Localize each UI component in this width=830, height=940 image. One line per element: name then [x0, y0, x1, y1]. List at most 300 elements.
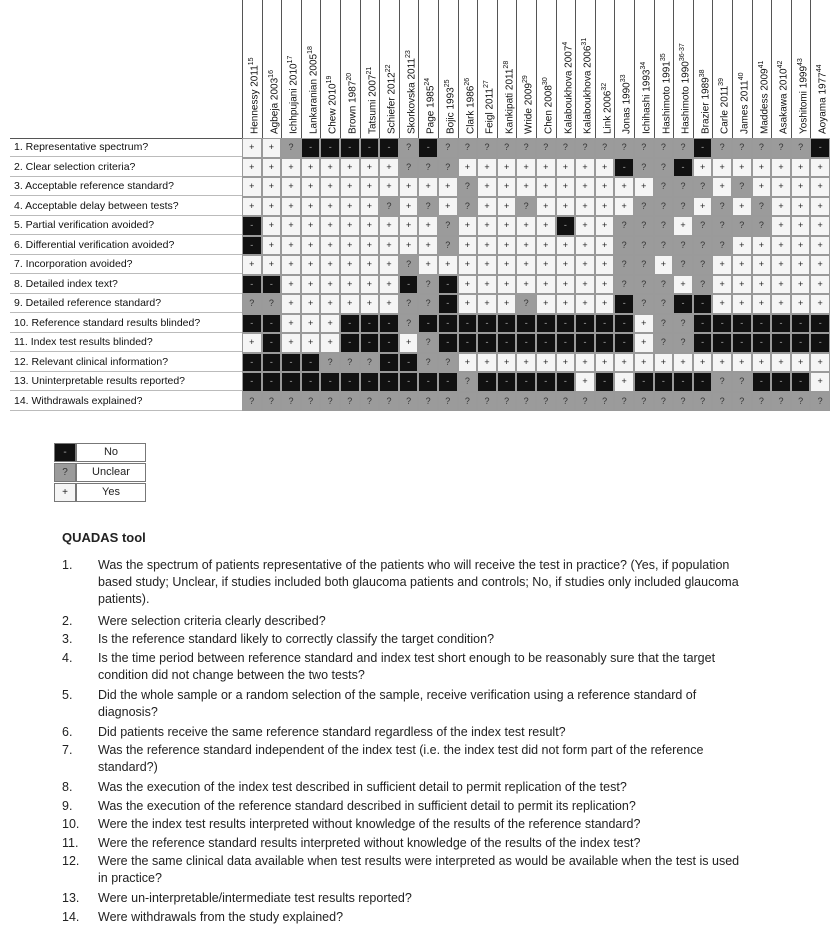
study-label: Yoshitomi 1999 [798, 65, 810, 134]
rating-cell: - [595, 333, 615, 353]
rating-cell: ? [791, 138, 811, 158]
rating-cell: + [771, 216, 791, 236]
rating-cell: - [438, 294, 458, 314]
rating-cell: - [477, 372, 497, 392]
rating-cell: - [712, 314, 732, 334]
rating-cell: - [556, 333, 576, 353]
rating-cell: - [536, 372, 556, 392]
rating-cell: ? [693, 216, 713, 236]
rating-cell: ? [340, 353, 360, 373]
study-label: Hennessy 2011 [249, 65, 261, 134]
rating-cell: + [301, 314, 321, 334]
rating-cell: ? [340, 392, 360, 412]
rating-cell: + [575, 275, 595, 295]
criterion-label: 4. Acceptable delay between tests? [10, 197, 242, 216]
question-number: 8. [62, 780, 73, 794]
rating-cell: + [320, 294, 340, 314]
rating-cell: ? [595, 392, 615, 412]
question-number: 3. [62, 632, 73, 646]
study-reference: 41 [757, 60, 765, 69]
rating-cell: ? [438, 353, 458, 373]
rating-cell: + [438, 197, 458, 217]
study-reference: 44 [816, 64, 824, 73]
study-label: Ichihashi 1993 [641, 69, 653, 134]
rating-cell: + [752, 158, 772, 178]
rating-cell: + [497, 158, 517, 178]
rating-cell: ? [399, 314, 419, 334]
rating-cell: ? [634, 197, 654, 217]
quadas-question [62, 779, 752, 797]
rating-cell: + [771, 236, 791, 256]
rating-cell: + [595, 216, 615, 236]
study-header [614, 0, 634, 138]
study-label: Link 2006 [602, 90, 614, 134]
rating-cell: + [458, 255, 478, 275]
question-text: Was the spectrum of patients representative of the patients who will receive the test in practice? (Yes, if population based study; Unclear, if studies included both glaucoma patients and controls; No, if studies only included glaucoma patients). [98, 558, 739, 606]
rating-cell: - [340, 314, 360, 334]
legend-label: No [76, 443, 146, 462]
rating-cell: + [360, 216, 380, 236]
rating-cell: + [320, 158, 340, 178]
study-reference: 16 [267, 70, 275, 78]
rating-cell: + [810, 236, 830, 256]
rating-cell: + [281, 158, 301, 178]
rating-cell: + [771, 177, 791, 197]
rating-cell: ? [438, 236, 458, 256]
rating-cell: ? [752, 392, 772, 412]
rating-cell: + [595, 197, 615, 217]
rating-cell: + [301, 158, 321, 178]
quadas-question [62, 853, 752, 889]
rating-cell: - [693, 333, 713, 353]
rating-cell: ? [418, 197, 438, 217]
rating-cell: + [360, 177, 380, 197]
rating-cell: + [595, 255, 615, 275]
study-label: Page 1985 [425, 85, 437, 134]
rating-cell: - [262, 353, 282, 373]
study-header [732, 0, 752, 138]
rating-cell: - [712, 333, 732, 353]
rating-cell: - [654, 372, 674, 392]
rating-cell: - [810, 333, 830, 353]
rating-cell: + [575, 255, 595, 275]
study-reference: 30 [542, 77, 549, 86]
rating-cell: + [810, 372, 830, 392]
criterion-label: 8. Detailed index text? [10, 275, 242, 294]
rating-cell: + [497, 294, 517, 314]
rating-cell: - [673, 294, 693, 314]
rating-cell: - [556, 314, 576, 334]
rating-cell: + [320, 314, 340, 334]
rating-cell: + [536, 353, 556, 373]
rating-cell: - [556, 216, 576, 236]
rating-cell: ? [399, 294, 419, 314]
rating-cell: - [516, 333, 536, 353]
rating-cell: - [320, 138, 340, 158]
rating-cell: ? [634, 294, 654, 314]
rating-cell: + [575, 216, 595, 236]
study-header [693, 0, 713, 138]
rating-cell: + [438, 177, 458, 197]
criterion-label: 14. Withdrawals explained? [10, 392, 242, 411]
rating-cell: + [712, 353, 732, 373]
question-number: 1. [62, 558, 73, 572]
rating-cell: + [712, 255, 732, 275]
rating-cell: + [516, 177, 536, 197]
rating-cell: ? [654, 236, 674, 256]
rating-cell: - [575, 333, 595, 353]
rating-cell: ? [634, 236, 654, 256]
rating-cell: + [752, 353, 772, 373]
rating-cell: + [262, 236, 282, 256]
rating-cell: ? [673, 177, 693, 197]
study-header [595, 0, 615, 138]
rating-cell: + [536, 177, 556, 197]
rating-cell: + [497, 275, 517, 295]
study-header [458, 0, 478, 138]
question-text: Were the same clinical data available when test results were interpreted as would be available when the test is used in practice? [98, 854, 740, 885]
rating-cell: + [575, 236, 595, 256]
criterion-label: 5. Partial verification avoided? [10, 216, 242, 235]
rating-cell: ? [477, 392, 497, 412]
rating-cell: + [595, 294, 615, 314]
rating-cell: + [399, 216, 419, 236]
rating-cell: + [516, 255, 536, 275]
rating-cell: ? [712, 372, 732, 392]
rating-cell: ? [771, 392, 791, 412]
question-text: Was the reference standard independent of the index test (i.e. the index test did not form part of the reference standard?) [98, 743, 704, 774]
rating-cell: + [281, 236, 301, 256]
rating-cell: + [595, 158, 615, 178]
rating-cell: - [360, 314, 380, 334]
study-header [340, 0, 360, 138]
rating-cell: + [497, 216, 517, 236]
rating-cell: ? [752, 216, 772, 236]
rating-cell: + [791, 236, 811, 256]
rating-cell: ? [693, 236, 713, 256]
rating-cell: + [340, 197, 360, 217]
rating-cell: + [752, 236, 772, 256]
rating-cell: - [595, 314, 615, 334]
study-reference: 32 [600, 82, 608, 91]
study-header [438, 0, 458, 138]
rating-cell: ? [418, 294, 438, 314]
rating-cell: + [614, 197, 634, 217]
rating-cell: ? [320, 392, 340, 412]
rating-cell: + [752, 177, 772, 197]
rating-cell: + [340, 177, 360, 197]
rating-cell: + [791, 275, 811, 295]
rating-cell: ? [693, 255, 713, 275]
rating-cell: ? [712, 216, 732, 236]
rating-cell: + [712, 294, 732, 314]
rating-cell: + [458, 158, 478, 178]
rating-cell: - [536, 314, 556, 334]
rating-cell: ? [654, 314, 674, 334]
study-label: Hashimoto 1990 [680, 61, 692, 134]
rating-cell: + [516, 216, 536, 236]
quadas-question [62, 835, 752, 853]
study-label: Tatsumi 2007 [366, 74, 378, 134]
rating-cell: + [791, 216, 811, 236]
rating-cell: + [301, 216, 321, 236]
rating-cell: + [262, 255, 282, 275]
rating-cell: ? [673, 392, 693, 412]
rating-cell: - [262, 333, 282, 353]
rating-cell: + [379, 158, 399, 178]
quadas-title: QUADAS tool [62, 530, 146, 545]
study-label: Maddess 2009 [758, 68, 770, 134]
rating-cell: - [693, 138, 713, 158]
legend-swatch: + [54, 483, 76, 502]
rating-cell: - [732, 333, 752, 353]
criterion-label: 13. Uninterpretable results reported? [10, 372, 242, 391]
rating-cell: + [458, 275, 478, 295]
rating-cell: ? [693, 392, 713, 412]
question-text: Were un-interpretable/intermediate test results reported? [98, 891, 412, 905]
study-header [536, 0, 556, 138]
rating-cell: ? [771, 138, 791, 158]
rating-cell: + [771, 294, 791, 314]
rating-cell: ? [438, 158, 458, 178]
rating-cell: - [281, 372, 301, 392]
rating-cell: + [732, 275, 752, 295]
rating-cell: ? [752, 197, 772, 217]
rating-cell: - [418, 138, 438, 158]
study-label: Asakawa 2010 [778, 68, 790, 134]
rating-cell: - [379, 138, 399, 158]
rating-cell: ? [634, 216, 654, 236]
rating-cell: + [556, 353, 576, 373]
question-text: Is the time period between reference standard and index test short enough to be reasonably sure that the target condition did not change between the two tests? [98, 650, 716, 682]
rating-cell: ? [262, 392, 282, 412]
rating-cell: - [732, 314, 752, 334]
rating-cell: - [438, 333, 458, 353]
study-reference: 22 [385, 64, 393, 73]
study-header [262, 0, 282, 138]
study-label: Kankipati 2011 [504, 68, 516, 134]
study-header [810, 0, 830, 138]
criterion-label: 6. Differential verification avoided? [10, 236, 242, 255]
criterion-label: 11. Index test results blinded? [10, 333, 242, 352]
criterion-label: 12. Relevant clinical information? [10, 353, 242, 372]
question-text: Did patients receive the same reference standard regardless of the index test result? [98, 724, 566, 739]
study-reference: 24 [424, 77, 432, 86]
rating-cell: + [320, 236, 340, 256]
rating-cell: ? [732, 216, 752, 236]
study-header [418, 0, 438, 138]
rating-cell: + [712, 158, 732, 178]
question-number: 5. [62, 687, 73, 702]
rating-cell: + [497, 255, 517, 275]
rating-cell: - [399, 353, 419, 373]
rating-cell: + [320, 333, 340, 353]
legend-swatch: ? [54, 463, 76, 482]
rating-cell: + [320, 275, 340, 295]
rating-cell: - [771, 333, 791, 353]
rating-cell: + [810, 216, 830, 236]
rating-cell: + [399, 333, 419, 353]
study-reference: 28 [502, 60, 510, 69]
quadas-question [62, 724, 752, 742]
rating-cell: - [791, 314, 811, 334]
study-label: Clark 1986 [464, 85, 476, 134]
study-reference: 23 [404, 50, 412, 59]
rating-cell: - [477, 333, 497, 353]
rating-cell: - [242, 275, 262, 295]
rating-cell: + [281, 216, 301, 236]
rating-cell: + [418, 216, 438, 236]
question-text: Did the whole sample or a random selection of the sample, receive verification using a reference standard of diagnosis? [98, 687, 697, 719]
study-label: Lankaranian 2005 [308, 53, 320, 134]
rating-cell: + [418, 177, 438, 197]
rating-cell: + [536, 255, 556, 275]
rating-cell: + [301, 275, 321, 295]
rating-cell: ? [712, 236, 732, 256]
rating-cell: ? [654, 197, 674, 217]
rating-cell: + [340, 216, 360, 236]
rating-cell: ? [575, 392, 595, 412]
rating-cell: - [614, 294, 634, 314]
rating-cell: ? [360, 392, 380, 412]
criterion-label: 1. Representative spectrum? [10, 138, 242, 157]
rating-cell: - [301, 138, 321, 158]
rating-cell: + [242, 333, 262, 353]
rating-cell: + [301, 255, 321, 275]
rating-cell: + [281, 177, 301, 197]
rating-cell: ? [516, 392, 536, 412]
rating-cell: + [477, 353, 497, 373]
criterion-label: 2. Clear selection criteria? [10, 158, 242, 177]
rating-cell: ? [693, 177, 713, 197]
rating-cell: ? [614, 392, 634, 412]
question-text: Were the reference standard results interpreted without knowledge of the results of the index test? [98, 835, 641, 850]
study-reference: 34 [640, 61, 647, 70]
rating-cell: - [399, 275, 419, 295]
rating-cell: + [771, 158, 791, 178]
study-header [673, 0, 693, 138]
rating-cell: - [360, 333, 380, 353]
rating-cell: + [575, 294, 595, 314]
study-label: Kalaboukhova 2007 [562, 45, 574, 134]
rating-cell: + [752, 275, 772, 295]
question-number: 6. [62, 724, 73, 739]
rating-cell: + [516, 353, 536, 373]
study-reference: 21 [365, 66, 373, 75]
rating-cell: + [458, 353, 478, 373]
rating-cell: - [693, 372, 713, 392]
rating-cell: ? [399, 138, 419, 158]
question-number: 4. [62, 650, 73, 665]
rating-cell: + [732, 294, 752, 314]
rating-cell: + [399, 177, 419, 197]
rating-cell: + [536, 216, 556, 236]
quadas-question [62, 687, 752, 723]
rating-cell: + [556, 158, 576, 178]
rating-cell: - [281, 353, 301, 373]
rating-cell: + [810, 255, 830, 275]
criterion-label: 9. Detailed reference standard? [10, 294, 242, 313]
legend-label: Unclear [76, 463, 146, 482]
rating-cell: ? [634, 255, 654, 275]
rating-cell: ? [438, 216, 458, 236]
rating-cell: + [712, 275, 732, 295]
rating-cell: + [556, 177, 576, 197]
rating-cell: + [477, 158, 497, 178]
rating-cell: + [810, 275, 830, 295]
rating-cell: ? [379, 392, 399, 412]
question-number: 14. [62, 909, 80, 924]
rating-cell: + [340, 255, 360, 275]
rating-cell: - [516, 314, 536, 334]
rating-cell: + [595, 275, 615, 295]
quadas-question [62, 909, 752, 927]
rating-cell: - [458, 314, 478, 334]
rating-cell: + [536, 275, 556, 295]
study-reference: 19 [326, 75, 334, 84]
rating-cell: ? [516, 197, 536, 217]
study-header [575, 0, 595, 138]
rating-cell: ? [654, 294, 674, 314]
study-label: Jonas 1990 [621, 82, 633, 134]
question-text: Was the execution of the index test described in sufficient detail to permit replication of the test? [98, 780, 627, 794]
rating-cell: ? [732, 177, 752, 197]
rating-cell: + [556, 255, 576, 275]
quadas-question [62, 557, 752, 611]
rating-cell: + [771, 255, 791, 275]
rating-cell: + [418, 255, 438, 275]
study-label: James 2011 [739, 80, 751, 134]
rating-cell: + [595, 177, 615, 197]
rating-cell: - [438, 314, 458, 334]
rating-cell: + [752, 255, 772, 275]
rating-cell: - [262, 275, 282, 295]
rating-cell: + [360, 236, 380, 256]
rating-cell: + [575, 353, 595, 373]
rating-cell: + [379, 294, 399, 314]
question-text: Is the reference standard likely to correctly classify the target condition? [98, 632, 495, 646]
rating-cell: ? [242, 294, 262, 314]
rating-cell: + [281, 333, 301, 353]
rating-cell: + [771, 275, 791, 295]
study-reference: 33 [620, 74, 628, 83]
rating-cell: ? [497, 138, 517, 158]
rating-cell: + [810, 294, 830, 314]
rating-cell: ? [693, 275, 713, 295]
rating-cell: - [614, 333, 634, 353]
rating-cell: + [477, 275, 497, 295]
rating-cell: ? [634, 138, 654, 158]
study-header [634, 0, 654, 138]
rating-cell: - [340, 372, 360, 392]
question-text: Were selection criteria clearly described? [98, 613, 326, 628]
rating-cell: ? [418, 275, 438, 295]
rating-cell: + [654, 353, 674, 373]
study-reference: 35 [659, 53, 667, 62]
study-header [399, 0, 419, 138]
rating-cell: ? [458, 177, 478, 197]
rating-cell: ? [673, 314, 693, 334]
study-reference: 27 [483, 80, 491, 89]
legend-label: Yes [76, 483, 146, 502]
rating-cell: ? [301, 392, 321, 412]
rating-cell: + [771, 197, 791, 217]
rating-cell: + [379, 216, 399, 236]
study-reference: 39 [718, 78, 726, 86]
rating-cell: + [320, 255, 340, 275]
rating-cell: ? [712, 197, 732, 217]
rating-cell: - [595, 372, 615, 392]
